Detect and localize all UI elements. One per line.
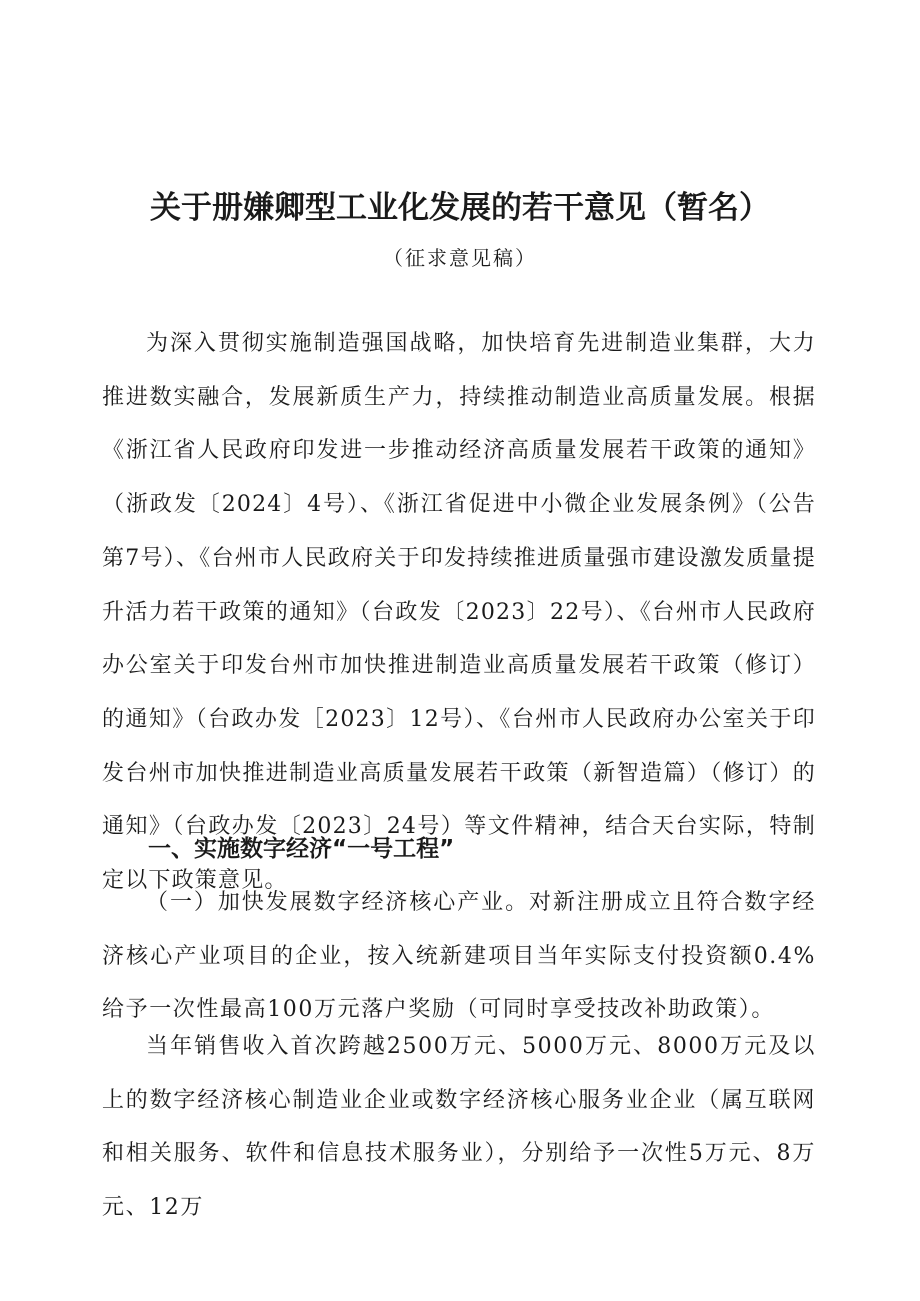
section-heading: 一、实施数字经济“一号工程” bbox=[148, 836, 455, 862]
document-title: 关于册嫌卿型工业化发展的若干意见（暂名） bbox=[150, 190, 770, 226]
section-1-paragraph-2: 当年销售收入首次跨越2500万元、5000万元、8000万元及以上的数字经济核心制造业企业或数字经济核心服务业企业（属互联网和相关服务、软件和信息技术服务业），分别给予一次性5万元、8万元、12万 bbox=[102, 1034, 816, 1221]
document-subtitle: （征求意见稿） bbox=[383, 246, 537, 270]
section-1-paragraph-1: （一）加快发展数字经济核心产业。对新注册成立且符合数字经济核心产业项目的企业，按入统新建项目当年实际支付投资额0.4%给予一次性最高100万元落户奖励（可同时享受技改补助政策）。 bbox=[102, 890, 816, 1023]
intro-block bbox=[102, 317, 816, 908]
intro-paragraph: 为深入贯彻实施制造强国战略，加快培育先进制造业集群，大力推进数实融合，发展新质生产力，持续推动制造业高质量发展。根据《浙江省人民政府印发进一步推动经济高质量发展若干政策的通知》（浙政发〔2024〕4号）、《浙江省促进中小微企业发展条例》（公告第7号）、《台州市人民政府关于印发持续推进质量强市建设激发质量提升活力若干政策的通知》（台政发〔2023〕22号）、《台州市人民政府办公室关于印发台州市加快推进制造业高质量发展若干政策（修订）的通知》（台政办发［2023〕12号）、《台州市人民政府办公室关于印发台州市加快推进制造业高质量发展若干政策（新智造篇）（修订）的通知》（台政办发〔2023〕24号）等文件精神，结合天台实际，特制定以下政策意见。 bbox=[102, 331, 816, 894]
section-1-clause-2-block bbox=[102, 1020, 816, 1235]
section-1-clause-1-block bbox=[102, 876, 816, 1037]
